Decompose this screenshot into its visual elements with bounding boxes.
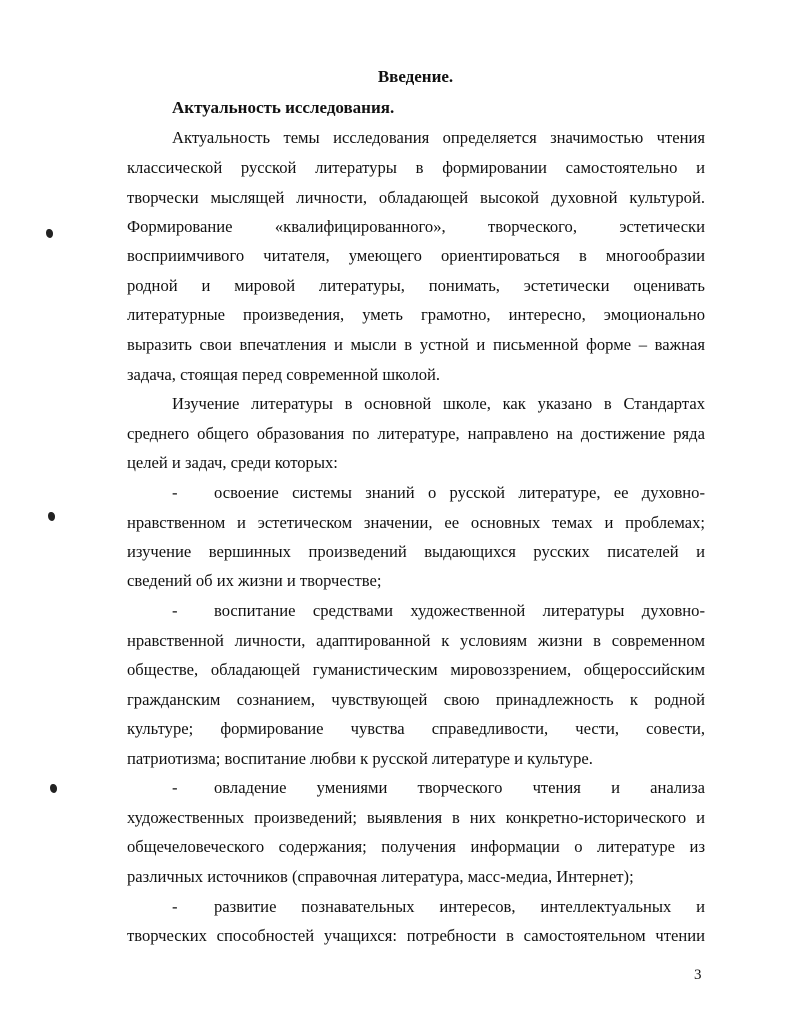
paragraph-1-line-3: творчески мыслящей личности, обладающей высокой духовной культурой. <box>127 188 705 207</box>
bullet-3-line-4: различных источников (справочная литература, масс-медиа, Интернет); <box>127 867 634 886</box>
bullet-4-line-1 <box>172 897 705 917</box>
punch-hole-mark <box>50 784 57 793</box>
bullet-2-line-5: культуре; формирование чувства справедливости, чести, совести, <box>127 719 705 738</box>
bullet-dash: - <box>172 778 178 797</box>
section-heading: Актуальность исследования. <box>172 98 395 117</box>
paragraph-2-line-3: целей и задач, среди которых: <box>127 453 338 472</box>
bullet-1-line-2: нравственном и эстетическом значении, ее основных темах и проблемах; <box>127 513 705 532</box>
paragraph-1-line-2: классической русской литературы в формировании самостоятельно и <box>127 158 705 177</box>
bullet-3-line-3: общечеловеческого содержания; получения информации о литературе из <box>127 837 705 856</box>
bullet-dash: - <box>172 897 178 916</box>
paragraph-1-line-6: родной и мировой литературы, понимать, эстетически оценивать <box>127 276 705 295</box>
bullet-3-text: овладение умениями творческого чтения и анализа <box>214 778 705 797</box>
bullet-1-line-3: изучение вершинных произведений выдающихся русских писателей и <box>127 542 705 561</box>
bullet-4-text: развитие познавательных интересов, интеллектуальных и <box>214 897 705 916</box>
paragraph-1-line-5: восприимчивого читателя, умеющего ориентироваться в многообразии <box>127 246 705 265</box>
punch-hole-mark <box>48 512 55 521</box>
punch-hole-mark <box>46 229 53 238</box>
paragraph-1-line-4: Формирование «квалифицированного», творческого, эстетически <box>127 217 705 236</box>
bullet-2-line-1 <box>172 601 705 621</box>
bullet-2-line-2: нравственной личности, адаптированной к условиям жизни в современном <box>127 631 705 650</box>
bullet-2-line-6: патриотизма; воспитание любви к русской литературе и культуре. <box>127 749 593 768</box>
bullet-1-line-4: сведений об их жизни и творчестве; <box>127 571 382 590</box>
bullet-2-text: воспитание средствами художественной литературы духовно- <box>214 601 705 620</box>
paragraph-2-line-2: среднего общего образования по литературе, направлено на достижение ряда <box>127 424 705 443</box>
paragraph-1-line-7: литературные произведения, уметь грамотно, интересно, эмоционально <box>127 305 705 324</box>
bullet-4-line-2: творческих способностей учащихся: потребности в самостоятельном чтении <box>127 926 705 945</box>
bullet-dash: - <box>172 483 178 502</box>
bullet-1-line-1 <box>172 483 705 503</box>
page-number: 3 <box>694 967 702 983</box>
page-title: Введение. <box>377 67 454 86</box>
bullet-1-text: освоение системы знаний о русской литературе, ее духовно- <box>214 483 705 502</box>
bullet-3-line-2: художественных произведений; выявления в них конкретно-исторического и <box>127 808 705 827</box>
bullet-2-line-4: гражданским сознанием, чувствующей свою принадлежность к родной <box>127 690 705 709</box>
paragraph-1-line-8: выразить свои впечатления и мысли в устной и письменной форме – важная <box>127 335 705 354</box>
paragraph-1-line-1: Актуальность темы исследования определяется значимостью чтения <box>172 128 705 147</box>
paragraph-1-line-9: задача, стоящая перед современной школой. <box>127 365 441 384</box>
paragraph-2-line-1: Изучение литературы в основной школе, как указано в Стандартах <box>172 394 705 413</box>
bullet-3-line-1 <box>172 778 705 798</box>
bullet-dash: - <box>172 601 178 620</box>
bullet-2-line-3: обществе, обладающей гуманистическим мировоззрением, общероссийским <box>127 660 705 679</box>
